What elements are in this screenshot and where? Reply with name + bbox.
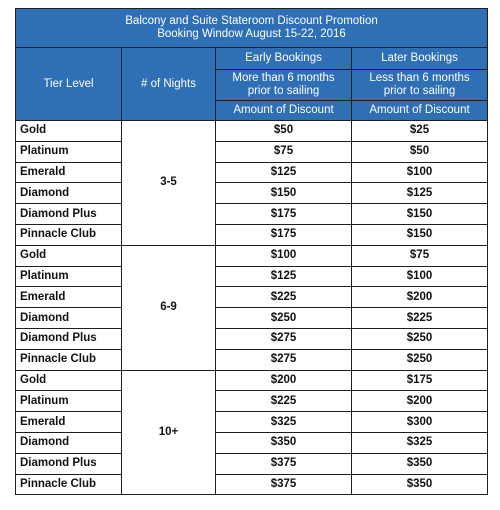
later-discount-cell: $150: [352, 204, 488, 225]
discount-table: [15, 8, 488, 495]
early-discount-cell: $225: [216, 391, 352, 412]
header-tier-level: Tier Level: [16, 48, 122, 121]
table-row: [16, 183, 488, 204]
tier-cell: Gold: [16, 245, 122, 266]
later-discount-cell: $250: [352, 328, 488, 349]
header-num-nights: # of Nights: [122, 48, 216, 121]
header-early-desc-line1: More than 6 months: [232, 72, 335, 84]
early-discount-cell: $275: [216, 349, 352, 370]
nights-cell: 6-9: [122, 245, 216, 370]
table-row: [16, 141, 488, 162]
later-discount-cell: $225: [352, 308, 488, 329]
table-row: [16, 224, 488, 245]
later-discount-cell: $25: [352, 121, 488, 142]
header-early-bookings: Early Bookings: [216, 48, 352, 70]
table-row: [16, 432, 488, 453]
table-row: [16, 121, 488, 142]
nights-cell: 10+: [122, 370, 216, 495]
table-row: [16, 349, 488, 370]
tier-cell: Gold: [16, 121, 122, 142]
early-discount-cell: $125: [216, 162, 352, 183]
later-discount-cell: $250: [352, 349, 488, 370]
later-discount-cell: $300: [352, 412, 488, 433]
header-later-bookings: Later Bookings: [352, 48, 488, 70]
early-discount-cell: $225: [216, 287, 352, 308]
header-later-desc-line1: Less than 6 months: [369, 72, 470, 84]
early-discount-cell: $375: [216, 453, 352, 474]
nights-cell: 3-5: [122, 121, 216, 246]
table-row: [16, 245, 488, 266]
table-row: [16, 453, 488, 474]
header-amount-early: Amount of Discount: [216, 101, 352, 121]
later-discount-cell: $350: [352, 474, 488, 495]
tier-cell: Emerald: [16, 287, 122, 308]
tier-cell: Diamond: [16, 308, 122, 329]
header-later-desc: [352, 70, 488, 101]
table-row: [16, 162, 488, 183]
tier-cell: Emerald: [16, 162, 122, 183]
later-discount-cell: $325: [352, 432, 488, 453]
tier-cell: Platinum: [16, 266, 122, 287]
early-discount-cell: $100: [216, 245, 352, 266]
table-row: [16, 266, 488, 287]
later-discount-cell: $150: [352, 224, 488, 245]
table-row: [16, 308, 488, 329]
table-row: [16, 287, 488, 308]
early-discount-cell: $175: [216, 204, 352, 225]
table-row: [16, 204, 488, 225]
tier-cell: Diamond Plus: [16, 328, 122, 349]
early-discount-cell: $150: [216, 183, 352, 204]
tier-cell: Platinum: [16, 391, 122, 412]
later-discount-cell: $100: [352, 162, 488, 183]
table-row: [16, 391, 488, 412]
table-body: [16, 121, 488, 495]
table-title: [16, 9, 488, 48]
table-row: [16, 474, 488, 495]
header-early-desc-line2: prior to sailing: [247, 85, 320, 97]
early-discount-cell: $175: [216, 224, 352, 245]
header-later-desc-line2: prior to sailing: [383, 85, 456, 97]
tier-cell: Platinum: [16, 141, 122, 162]
early-discount-cell: $250: [216, 308, 352, 329]
tier-cell: Diamond: [16, 432, 122, 453]
header-amount-later: Amount of Discount: [352, 101, 488, 121]
table-row: [16, 412, 488, 433]
later-discount-cell: $75: [352, 245, 488, 266]
tier-cell: Pinnacle Club: [16, 224, 122, 245]
later-discount-cell: $200: [352, 287, 488, 308]
tier-cell: Diamond Plus: [16, 453, 122, 474]
early-discount-cell: $200: [216, 370, 352, 391]
later-discount-cell: $50: [352, 141, 488, 162]
early-discount-cell: $325: [216, 412, 352, 433]
discount-table-container: [15, 8, 487, 495]
table-row: [16, 328, 488, 349]
tier-cell: Emerald: [16, 412, 122, 433]
tier-cell: Pinnacle Club: [16, 474, 122, 495]
later-discount-cell: $100: [352, 266, 488, 287]
later-discount-cell: $350: [352, 453, 488, 474]
table-title-line2: Booking Window August 15-22, 2016: [157, 28, 346, 40]
early-discount-cell: $275: [216, 328, 352, 349]
later-discount-cell: $175: [352, 370, 488, 391]
early-discount-cell: $375: [216, 474, 352, 495]
tier-cell: Diamond: [16, 183, 122, 204]
early-discount-cell: $350: [216, 432, 352, 453]
table-title-line1: Balcony and Suite Stateroom Discount Promotion: [125, 15, 378, 27]
tier-cell: Pinnacle Club: [16, 349, 122, 370]
early-discount-cell: $50: [216, 121, 352, 142]
tier-cell: Gold: [16, 370, 122, 391]
tier-cell: Diamond Plus: [16, 204, 122, 225]
early-discount-cell: $125: [216, 266, 352, 287]
later-discount-cell: $125: [352, 183, 488, 204]
header-early-desc: [216, 70, 352, 101]
early-discount-cell: $75: [216, 141, 352, 162]
table-row: [16, 370, 488, 391]
later-discount-cell: $200: [352, 391, 488, 412]
